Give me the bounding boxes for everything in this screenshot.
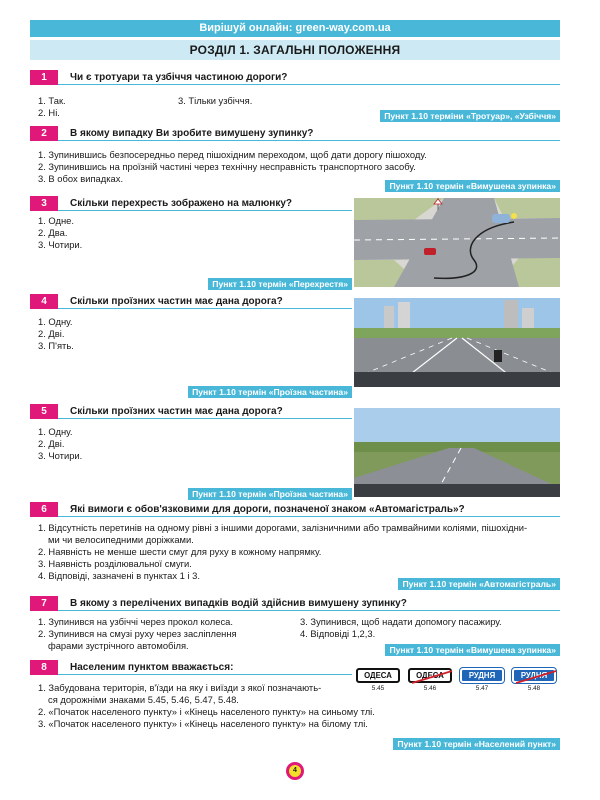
answer-3[interactable]: 3. Наявність розділювальної смуги. <box>38 558 192 569</box>
answer-3[interactable]: 3. В обох випадках. <box>38 173 124 184</box>
road-photo-highway <box>354 408 560 497</box>
answer-1[interactable]: 1. Зупинився на узбіччі через прокол колеса. <box>38 616 233 627</box>
sign-code: 5.48 <box>527 685 541 692</box>
sign-code: 5.46 <box>423 685 437 692</box>
question-header <box>30 404 352 419</box>
road-photo-divided <box>354 298 560 387</box>
answer-1[interactable]: 1. Забудована територія, в'їзди на яку і виїзди з якої позначають- <box>38 682 322 693</box>
question-4 <box>30 294 560 400</box>
question-text: В якому випадку Ви зробите вимушену зупинку? <box>70 127 314 139</box>
answer-1[interactable]: 1. Зупинившись безпосередньо перед пішохідним переходом, щоб дати дорогу пішоходу. <box>38 149 427 160</box>
question-number-badge: 3 <box>30 196 58 211</box>
answer-2[interactable]: 2. Зупинився на смузі руху через засліплення <box>38 628 237 639</box>
question-number-badge: 4 <box>30 294 58 309</box>
sign-code: 5.47 <box>475 685 489 692</box>
settlement-end-sign <box>408 668 452 683</box>
road-signs-row <box>352 668 560 694</box>
question-7 <box>30 596 560 658</box>
sign-code: 5.45 <box>371 685 385 692</box>
settlement-start-blue-sign <box>460 668 504 683</box>
sign-label: РУДНЯ <box>520 671 548 680</box>
answer-1-continued[interactable]: ся дорожніми знаками 5.45, 5.46, 5.47, 5.48. <box>48 694 239 705</box>
answer-2[interactable]: 2. Два. <box>38 227 68 238</box>
question-3 <box>30 196 560 290</box>
page-number: 4 <box>289 765 301 777</box>
question-5 <box>30 404 560 498</box>
question-text: Які вимоги є обов'язковими для дороги, позначеної знаком «Автомагістраль»? <box>70 503 465 515</box>
question-number-badge: 1 <box>30 70 58 85</box>
question-header <box>30 126 560 141</box>
question-text: В якому з перелічених випадків водій здійснив вимушену зупинку? <box>70 597 407 609</box>
answer-2[interactable]: 2. Дві. <box>38 438 65 449</box>
crossed-line-icon <box>410 670 454 685</box>
sign-label: РУДНЯ <box>468 671 496 680</box>
rule-reference: Пункт 1.10 термін «Автомагістраль» <box>398 578 560 590</box>
answer-2[interactable]: 2. «Початок населеного пункту» і «Кінець населеного пункту» на синьому тлі. <box>38 706 375 717</box>
question-text: Населеним пунктом вважається: <box>70 661 234 673</box>
answer-3[interactable]: 3. Чотири. <box>38 450 83 461</box>
answer-1[interactable]: 1. Відсутність перетинів на одному рівні з іншими дорогами, залізничними або трамвайними коліями, пішохідни- <box>38 522 528 533</box>
question-8 <box>30 660 560 752</box>
question-text: Чи є тротуари та узбіччя частиною дороги? <box>70 71 288 83</box>
question-header <box>30 502 560 517</box>
question-header <box>30 596 560 611</box>
answer-1[interactable]: 1. Одну. <box>38 316 73 327</box>
answer-2[interactable]: 2. Зупинившись на проїзній частині через технічну несправність транспортного засобу. <box>38 161 416 172</box>
answer-3[interactable]: 3. «Початок населеного пункту» і «Кінець населеного пункту» на білому тлі. <box>38 718 368 729</box>
answer-1[interactable]: 1. Одну. <box>38 426 73 437</box>
question-2 <box>30 126 560 194</box>
question-text: Скільки перехресть зображено на малюнку? <box>70 197 292 209</box>
question-number-badge: 6 <box>30 502 58 517</box>
rule-reference: Пункт 1.10 терміни «Тротуар», «Узбіччя» <box>380 110 560 122</box>
question-header <box>30 196 352 211</box>
answer-3[interactable]: 3. Тільки узбіччя. <box>178 95 253 106</box>
top-banner[interactable]: Вирішуй онлайн: green-way.com.ua <box>30 20 560 37</box>
answer-1[interactable]: 1. Так. <box>38 95 66 106</box>
question-1 <box>30 70 560 122</box>
settlement-end-blue-sign <box>512 668 556 683</box>
answer-4[interactable]: 4. Відповіді, зазначені в пунктах 1 і 3. <box>38 570 200 581</box>
rule-reference: Пункт 1.10 термін «Перехрестя» <box>208 278 352 290</box>
crossed-line-icon <box>514 670 558 685</box>
question-header <box>30 70 560 85</box>
rule-reference: Пункт 1.10 термін «Вимушена зупинка» <box>385 644 560 656</box>
question-6 <box>30 502 560 590</box>
question-text: Скільки проїзних частин має дана дорога? <box>70 405 283 417</box>
question-header <box>30 660 352 675</box>
settlement-start-sign <box>356 668 400 683</box>
answer-1[interactable]: 1. Одне. <box>38 215 74 226</box>
rule-reference: Пункт 1.10 термін «Вимушена зупинка» <box>385 180 560 192</box>
section-title: РОЗДІЛ 1. ЗАГАЛЬНІ ПОЛОЖЕННЯ <box>30 40 560 60</box>
sign-label: ОДЕСА <box>416 671 444 680</box>
answer-2[interactable]: 2. Наявність не менше шести смуг для руху в кожному напрямку. <box>38 546 322 557</box>
answer-1-continued[interactable]: ми чи велосипедними доріжками. <box>48 534 194 545</box>
question-number-badge: 8 <box>30 660 58 675</box>
answer-2[interactable]: 2. Ні. <box>38 107 60 118</box>
intersection-illustration <box>354 198 560 287</box>
sign-label: ОДЕСА <box>364 671 392 680</box>
question-number-badge: 2 <box>30 126 58 141</box>
question-header <box>30 294 352 309</box>
answer-2[interactable]: 2. Дві. <box>38 328 65 339</box>
answer-2-continued[interactable]: фарами зустрічного автомобіля. <box>48 640 189 651</box>
page-number-badge <box>286 762 304 780</box>
answer-3[interactable]: 3. Чотири. <box>38 239 83 250</box>
answer-3[interactable]: 3. Зупинився, щоб надати допомогу пасажиру. <box>300 616 502 627</box>
answer-3[interactable]: 3. П'ять. <box>38 340 74 351</box>
rule-reference: Пункт 1.10 термін «Проїзна частина» <box>188 488 352 500</box>
question-number-badge: 5 <box>30 404 58 419</box>
answer-4[interactable]: 4. Відповіді 1,2,3. <box>300 628 376 639</box>
rule-reference: Пункт 1.10 термін «Проїзна частина» <box>188 386 352 398</box>
rule-reference: Пункт 1.10 термін «Населений пункт» <box>393 738 560 750</box>
question-text: Скільки проїзних частин має дана дорога? <box>70 295 283 307</box>
question-number-badge: 7 <box>30 596 58 611</box>
